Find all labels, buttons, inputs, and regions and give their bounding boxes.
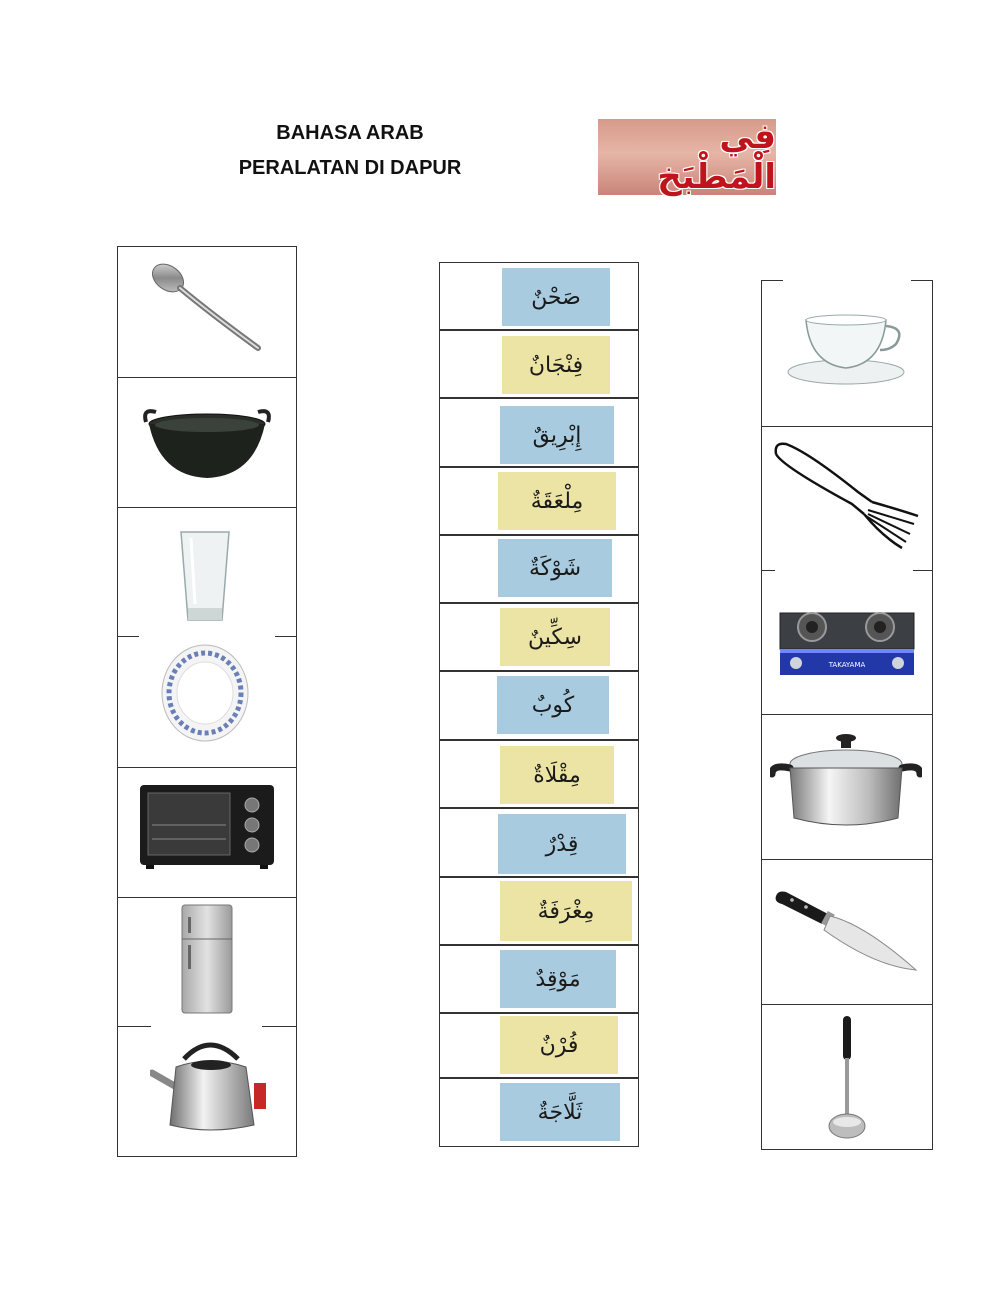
- word-cell[interactable]: [439, 1078, 639, 1147]
- word-card[interactable]: ثَلَّاجَةٌ: [500, 1083, 620, 1141]
- word-card[interactable]: مِلْعَقَةٌ: [498, 472, 616, 530]
- word-cell[interactable]: [439, 671, 639, 740]
- divider: [117, 636, 139, 637]
- worksheet-subtitle: PERALATAN DI DAPUR: [238, 157, 462, 179]
- plate-icon[interactable]: [160, 643, 250, 743]
- divider: [761, 1004, 933, 1005]
- divider: [761, 280, 783, 281]
- divider: [262, 1026, 297, 1027]
- stove-brand-label: TAKAYAMA: [828, 661, 866, 669]
- knife-icon[interactable]: [774, 888, 918, 974]
- divider: [117, 1026, 151, 1027]
- word-card[interactable]: مِغْرَفَةٌ: [500, 881, 632, 941]
- gas-stove-icon[interactable]: [778, 603, 916, 679]
- word-cell[interactable]: [439, 467, 639, 535]
- word-cell[interactable]: [439, 808, 639, 877]
- word-card[interactable]: فِنْجَانٌ: [502, 336, 610, 394]
- word-cell[interactable]: [439, 945, 639, 1013]
- kitchen-banner: [598, 119, 776, 195]
- word-cell[interactable]: [439, 877, 639, 945]
- word-card[interactable]: مِقْلَاةٌ: [500, 746, 614, 804]
- word-card[interactable]: إِبْرِيقٌ: [500, 406, 614, 464]
- word-card[interactable]: شَوْكَةٌ: [498, 539, 612, 597]
- word-card[interactable]: فُرْنٌ: [500, 1016, 618, 1074]
- divider: [117, 897, 297, 898]
- word-cell[interactable]: [439, 398, 639, 467]
- divider: [761, 859, 933, 860]
- word-cell[interactable]: [439, 1013, 639, 1078]
- divider: [117, 377, 297, 378]
- wok-icon[interactable]: [140, 398, 274, 488]
- divider: [117, 1156, 297, 1157]
- word-card[interactable]: قِدْرٌ: [498, 814, 626, 874]
- cup-and-saucer-icon[interactable]: [786, 312, 908, 386]
- oven-icon[interactable]: [138, 783, 276, 871]
- word-card[interactable]: صَحْنٌ: [502, 268, 610, 326]
- word-card[interactable]: مَوْقِدٌ: [500, 950, 616, 1008]
- word-cell[interactable]: [439, 603, 639, 671]
- word-cell[interactable]: [439, 262, 639, 330]
- divider: [117, 767, 297, 768]
- word-cell[interactable]: [439, 535, 639, 603]
- divider: [117, 246, 297, 247]
- divider: [761, 714, 933, 715]
- kettle-icon[interactable]: [150, 1033, 272, 1135]
- divider: [761, 1149, 933, 1150]
- word-card[interactable]: سِكِّينٌ: [500, 608, 610, 666]
- divider: [275, 636, 297, 637]
- refrigerator-icon[interactable]: [180, 903, 234, 1017]
- fork-icon[interactable]: [772, 440, 920, 552]
- word-cell[interactable]: [439, 740, 639, 808]
- worksheet-title: BAHASA ARAB: [276, 122, 424, 144]
- drinking-glass-icon[interactable]: [175, 528, 235, 624]
- divider: [913, 570, 933, 571]
- banner-text: فِي الْمَطْبَخ: [657, 117, 776, 197]
- divider: [761, 570, 775, 571]
- divider: [761, 426, 933, 427]
- divider: [117, 507, 297, 508]
- spoon-icon[interactable]: [140, 258, 270, 358]
- divider: [911, 280, 933, 281]
- word-cell[interactable]: [439, 330, 639, 398]
- ladle-icon[interactable]: [824, 1014, 870, 1142]
- cooking-pot-icon[interactable]: [770, 734, 922, 832]
- word-card[interactable]: كُوبٌ: [497, 676, 609, 734]
